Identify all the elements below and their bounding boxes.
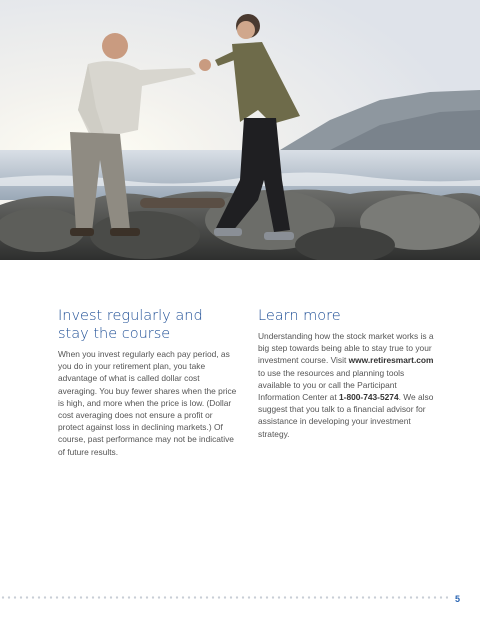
learn-more-section bbox=[258, 307, 438, 458]
learn-more-text-1: Understanding how the stock market works is a big step towards being able to stay true to your investment course. Visit bbox=[258, 331, 434, 366]
learn-more-text-2: to use the resources and planning tools available to you or call the Participant Information Center at bbox=[258, 367, 405, 403]
phone-number[interactable]: 1-800-743-5274 bbox=[339, 392, 399, 403]
hero-photo bbox=[0, 0, 480, 260]
footer-dotted-rule bbox=[0, 596, 448, 599]
page-number: 5 bbox=[454, 594, 460, 604]
invest-regularly-heading bbox=[58, 307, 238, 343]
invest-regularly-section bbox=[58, 307, 238, 458]
learn-more-heading: Learn more bbox=[258, 308, 341, 324]
heading-line-1: Invest regularly and bbox=[58, 308, 203, 324]
beach-couple-photo-icon bbox=[0, 0, 480, 260]
heading-line-2: stay the course bbox=[58, 326, 171, 342]
invest-regularly-body: When you invest regularly each pay period, as you do in your retirement plan, you take advantage of what is called dollar cost averaging. You buy fewer shares when the price is high, and more when the price is low. (Dollar cost averaging does not ensure a profit or protect against loss in declining markets.) Of course, past performance may not be indicative of future results. bbox=[58, 349, 237, 457]
learn-more-text-3: . We also suggest that you talk to a financial advisor for assistance in developing your investment strategy. bbox=[258, 392, 434, 439]
content-area bbox=[58, 307, 438, 458]
website-link[interactable]: www.retiresmart.com bbox=[348, 355, 434, 366]
learn-more-body bbox=[258, 330, 438, 440]
